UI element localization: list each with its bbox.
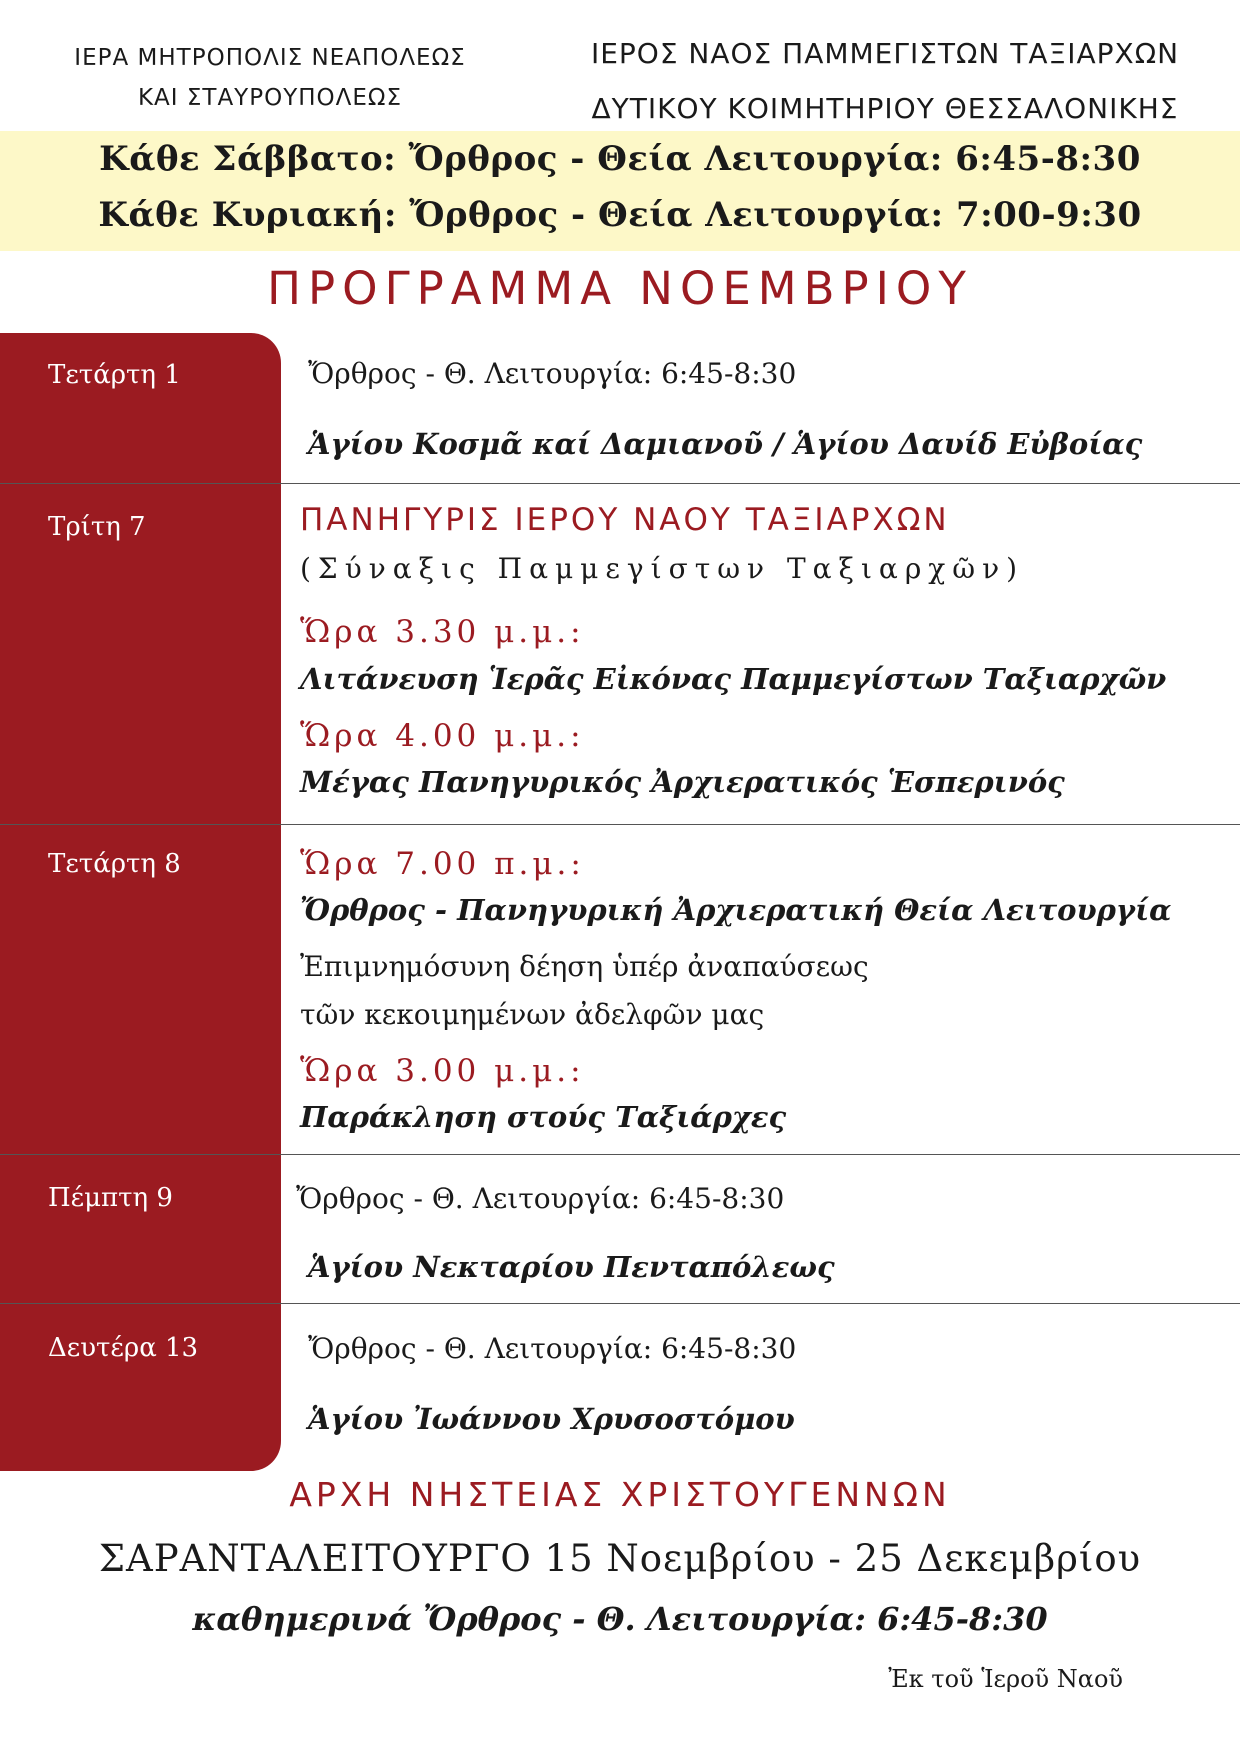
saint-name: Ἁγίου Ἰωάννου Χρυσοστόμου xyxy=(308,1402,795,1436)
signature: Ἐκ τοῦ Ἱεροῦ Ναοῦ xyxy=(888,1665,1123,1693)
day-label: Τετάρτη 8 xyxy=(48,849,181,879)
metropolis-line-1: ΙΕΡΑ ΜΗΤΡΟΠΟΛΙΣ ΝΕΑΠΟΛΕΩΣ xyxy=(74,45,466,71)
sarantaleitourgo-dates: ΣΑΡΑΝΤΑΛΕΙΤΟΥΡΓΟ 15 Νοεμβρίου - 25 Δεκεμβρίου xyxy=(98,1537,1142,1580)
church-name xyxy=(575,26,1195,136)
saint-name: Ἁγίου Νεκταρίου Πενταπόλεως xyxy=(308,1250,835,1284)
feast-subtitle: (Σύναξις Παμμεγίστων Ταξιαρχῶν) xyxy=(300,552,1025,585)
row-divider xyxy=(0,1303,1240,1304)
event-description: Λιτάνευση Ἱερᾶς Εἰκόνας Παμμεγίστων Ταξιαρχῶν xyxy=(300,662,1167,696)
program-title: ΠΡΟΓΡΑΜΜΑ ΝΟΕΜΒΡΙΟΥ xyxy=(267,262,973,315)
event-description: Παράκληση στούς Ταξιάρχες xyxy=(300,1100,787,1134)
event-time: Ὥρα 3.00 μ.μ.: xyxy=(300,1053,585,1089)
event-time: Ὥρα 7.00 π.μ.: xyxy=(300,846,585,882)
day-label: Πέμπτη 9 xyxy=(48,1183,173,1213)
header xyxy=(0,0,1240,130)
day-sidebar xyxy=(0,333,281,1471)
metropolis-line-2: ΚΑΙ ΣΤΑΥΡΟΥΠΟΛΕΩΣ xyxy=(137,85,403,111)
day-label: Τετάρτη 1 xyxy=(48,360,181,390)
saturday-schedule: Κάθε Σάββατο: Ὄρθρος - Θεία Λειτουργία: 6:45-8:30 xyxy=(99,139,1141,179)
sunday-schedule: Κάθε Κυριακή: Ὄρθρος - Θεία Λειτουργία: 7:00-9:30 xyxy=(98,195,1142,235)
saint-name: Ἁγίου Κοσμᾶ καί Δαμιανοῦ / Ἁγίου Δαυίδ Εὐβοίας xyxy=(308,427,1143,461)
church-line-2: ΔΥΤΙΚΟΥ ΚΟΙΜΗΤΗΡΙΟΥ ΘΕΣΣΑΛΟΝΙΚΗΣ xyxy=(591,92,1179,125)
event-time: Ὥρα 4.00 μ.μ.: xyxy=(300,718,585,754)
memorial-text: Ἐπιμνημόσυνη δέηση ὑπέρ ἀναπαύσεως xyxy=(300,950,869,983)
event-time: Ὥρα 3.30 μ.μ.: xyxy=(300,614,585,650)
service-time: Ὄρθρος - Θ. Λειτουργία: 6:45-8:30 xyxy=(296,1182,785,1215)
event-description: Ὄρθρος - Πανηγυρική Ἀρχιερατική Θεία Λειτουργία xyxy=(300,893,1172,927)
metropolis-name xyxy=(60,38,480,118)
day-label: Τρίτη 7 xyxy=(48,512,146,542)
church-line-1: ΙΕΡΟΣ ΝΑΟΣ ΠΑΜΜΕΓΙΣΤΩΝ ΤΑΞΙΑΡΧΩΝ xyxy=(590,37,1180,70)
day-label: Δευτέρα 13 xyxy=(48,1333,199,1363)
nativity-fast-title: ΑΡΧΗ ΝΗΣΤΕΙΑΣ ΧΡΙΣΤΟΥΓΕΝΝΩΝ xyxy=(289,1475,951,1514)
row-divider xyxy=(0,824,1240,825)
service-time: Ὄρθρος - Θ. Λειτουργία: 6:45-8:30 xyxy=(308,357,797,390)
event-description: Μέγας Πανηγυρικός Ἀρχιερατικός Ἑσπερινός xyxy=(300,765,1065,799)
memorial-text: τῶν κεκοιμημένων ἀδελφῶν μας xyxy=(300,998,765,1031)
row-divider xyxy=(0,1154,1240,1155)
service-time: Ὄρθρος - Θ. Λειτουργία: 6:45-8:30 xyxy=(308,1332,797,1365)
row-divider xyxy=(0,483,1240,484)
daily-service-time: καθημερινά Ὄρθρος - Θ. Λειτουργία: 6:45-8:30 xyxy=(192,1600,1048,1638)
feast-title: ΠΑΝΗΓΥΡΙΣ ΙΕΡΟΥ ΝΑΟΥ ΤΑΞΙΑΡΧΩΝ xyxy=(300,502,950,538)
